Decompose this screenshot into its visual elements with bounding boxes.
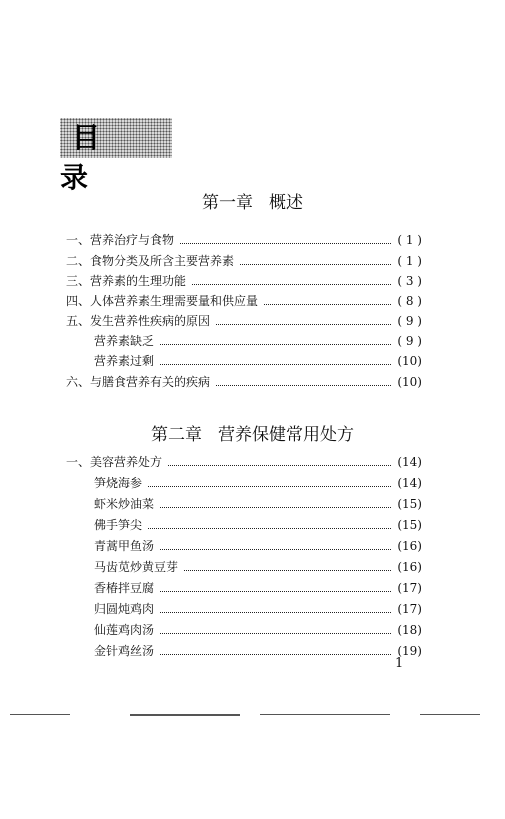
dot-leader <box>148 486 391 487</box>
toc-entry-label: 一、营养治疗与食物 <box>66 233 175 247</box>
dot-leader <box>160 507 391 508</box>
toc-entry-page: (10) <box>397 354 422 368</box>
dot-leader <box>240 264 391 265</box>
chapter-2-number: 第二章 <box>151 425 202 445</box>
chapter-1-number: 第一章 <box>202 193 253 213</box>
toc-entry[interactable] <box>66 271 422 289</box>
toc-entry-page: ( 9 ) <box>397 334 422 348</box>
toc-entry-label: 笋烧海参 <box>94 476 143 490</box>
toc-entry[interactable] <box>66 291 422 309</box>
toc-subentry[interactable] <box>94 578 422 596</box>
toc-title: 目 录 <box>60 121 123 194</box>
toc-entry-label: 马齿苋炒黄豆芽 <box>94 560 179 574</box>
toc-entry-label: 佛手笋尖 <box>94 518 143 532</box>
toc-subentry[interactable] <box>94 351 422 369</box>
toc-subentry[interactable] <box>94 641 422 659</box>
toc-entry-label: 营养素缺乏 <box>94 334 155 348</box>
dot-leader <box>216 324 391 325</box>
toc-entry-label: 香椿拌豆腐 <box>94 581 155 595</box>
toc-subentry[interactable] <box>94 331 422 349</box>
chapter-1-title: 概述 <box>269 193 303 213</box>
toc-entry[interactable] <box>66 230 422 248</box>
toc-entry-page: (14) <box>397 476 422 490</box>
toc-entry-page: ( 1 ) <box>397 254 422 268</box>
toc-entry-label: 五、发生营养性疾病的原因 <box>66 314 211 328</box>
toc-entry[interactable] <box>66 251 422 269</box>
dot-leader <box>184 570 391 571</box>
toc-entry-page: (15) <box>397 497 422 511</box>
toc-entry[interactable] <box>66 452 422 470</box>
chapter-2-heading <box>0 420 505 445</box>
toc-entry-label: 金针鸡丝汤 <box>94 644 155 658</box>
dot-leader <box>160 344 391 345</box>
toc-entry-page: (17) <box>397 581 422 595</box>
toc-entry-label: 青蒿甲鱼汤 <box>94 539 155 553</box>
page-number: 1 <box>395 656 404 671</box>
dot-leader <box>160 549 391 550</box>
toc-entry-page: ( 8 ) <box>397 294 422 308</box>
dot-leader <box>264 304 391 305</box>
dot-leader <box>148 528 391 529</box>
toc-entry-page: ( 1 ) <box>397 233 422 247</box>
toc-entry-label: 二、食物分类及所含主要营养素 <box>66 254 235 268</box>
toc-entry-label: 四、人体营养素生理需要量和供应量 <box>66 294 259 308</box>
toc-subentry[interactable] <box>94 557 422 575</box>
bottom-rule-segment <box>420 714 480 715</box>
chapter-2-title: 营养保健常用处方 <box>218 425 354 445</box>
toc-subentry[interactable] <box>94 599 422 617</box>
toc-subentry[interactable] <box>94 515 422 533</box>
toc-entry-page: ( 3 ) <box>397 274 422 288</box>
toc-entry-page: (16) <box>397 539 422 553</box>
toc-entry-page: (18) <box>397 623 422 637</box>
toc-subentry[interactable] <box>94 494 422 512</box>
bottom-rule-segment <box>260 714 390 715</box>
toc-entry-page: (16) <box>397 560 422 574</box>
toc-entry-label: 虾米炒油菜 <box>94 497 155 511</box>
dot-leader <box>160 612 391 613</box>
dot-leader <box>160 654 391 655</box>
toc-entry-page: ( 9 ) <box>397 314 422 328</box>
toc-entry-label: 三、营养素的生理功能 <box>66 274 187 288</box>
dot-leader <box>180 243 391 244</box>
toc-entry-label: 仙莲鸡肉汤 <box>94 623 155 637</box>
dot-leader <box>216 385 391 386</box>
dot-leader <box>192 284 391 285</box>
toc-entry[interactable] <box>66 311 422 329</box>
toc-entry-label: 营养素过剩 <box>94 354 155 368</box>
dot-leader <box>160 591 391 592</box>
toc-entry-page: (19) <box>397 644 422 658</box>
toc-entry-page: (15) <box>397 518 422 532</box>
bottom-rule-segment <box>130 714 240 716</box>
toc-entry-page: (10) <box>397 375 422 389</box>
toc-entry-label: 一、美容营养处方 <box>66 455 163 469</box>
toc-entry-page: (14) <box>397 455 422 469</box>
toc-subentry[interactable] <box>94 536 422 554</box>
bottom-rule-segment <box>10 714 70 715</box>
toc-entry[interactable] <box>66 372 422 390</box>
chapter-1-heading <box>0 188 505 213</box>
toc-subentry[interactable] <box>94 473 422 491</box>
toc-entry-page: (17) <box>397 602 422 616</box>
toc-entry-label: 六、与膳食营养有关的疾病 <box>66 375 211 389</box>
dot-leader <box>168 465 391 466</box>
toc-entry-label: 归圆炖鸡肉 <box>94 602 155 616</box>
dot-leader <box>160 633 391 634</box>
toc-subentry[interactable] <box>94 620 422 638</box>
dot-leader <box>160 364 391 365</box>
